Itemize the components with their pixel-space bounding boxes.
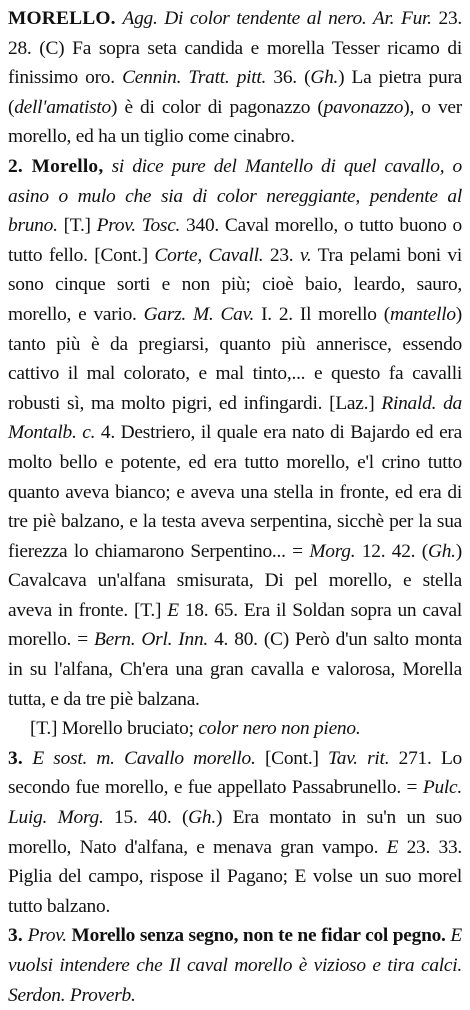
body-text: ), o ver morello, ed ha un tiglio come cinabro.	[8, 96, 462, 148]
italic-text: Garz. M. Cav.	[143, 303, 255, 325]
body-text: ) La pietra pura (	[8, 67, 463, 118]
italic-text: Pulc. Luig. Morg.	[8, 777, 462, 829]
body-text: ) Cavalcava un'alfana smisurata, Di pel morello, e stella aveva in fronte. [T.]	[8, 540, 462, 621]
bold-text: Morello senza segno, non te ne fidar col pegno.	[66, 925, 446, 947]
dictionary-entry	[8, 152, 462, 714]
italic-text: si dice pure del Mantello di quel cavallo, o asino o mulo che sia di color nereggiante, pendente al bruno.	[8, 155, 462, 237]
italic-text: color nero non pieno.	[198, 718, 361, 740]
body-text: 23. 33. Piglia del campo, rispose il Pagano; E volse un suo morel tutto balzano.	[8, 836, 462, 917]
italic-text: Cennin. Tratt. pitt.	[122, 67, 267, 89]
body-text: [Cont.]	[255, 747, 329, 769]
body-text: [T.] Morello bruciato;	[30, 718, 199, 740]
body-text: 4. Destriero, il quale era nato di Bajardo ed era molto bello e potente, ed era tutto morello, e'l crino tutto quanto aveva bianco; e aveva una stella in fronte, ed era di tre piè balzano, e la testa aveva serpentina, sicchè per la sua fierezza lo chiamarono Serpentino... =	[8, 422, 462, 562]
body-text: ) tanto più è da pregiarsi, quanto più annerisce, essendo cattivo il mal colorato, e mal tinto,... e questo fa cavalli robusti sì, ma molto pigri, ed infingardi. [Laz.]	[8, 303, 463, 414]
italic-text: Bern. Orl. Inn.	[94, 629, 209, 651]
italic-text: E	[167, 599, 179, 621]
body-text: 4. 80. (C) Però d'un salto monta in su l'alfana, Ch'era una gran cavalla e valorosa, Morella tutta, e da tre piè balzana.	[8, 629, 463, 710]
italic-text: dell'amatisto	[14, 96, 111, 118]
italic-text: Gh.	[188, 807, 216, 829]
body-text: Tra pelami boni vi sono cinque sorti e non più; cioè baio, leardo, sauro, morello, e vario.	[8, 244, 463, 325]
body-text: 36. (	[266, 67, 311, 89]
body-text: ) Era montato in su'n un suo morello, Nato d'alfana, e menava gran vampo.	[8, 807, 462, 858]
body-text: 271. Lo secondo fue morello, e fue appellato Passabrunello. =	[8, 747, 462, 799]
body-text: 23.	[263, 244, 300, 266]
italic-text: Gh.	[310, 67, 339, 89]
italic-text: Tav. rit.	[328, 747, 390, 769]
italic-text: E	[386, 836, 399, 858]
dictionary-entry	[8, 4, 462, 152]
body-text: 18. 65. Era il Soldan sopra un caval morello. =	[8, 599, 462, 651]
italic-text: Agg. Di color tendente al nero. Ar. Fur.	[122, 8, 432, 29]
body-text: [T.]	[57, 215, 97, 237]
body-text: I. 2. Il morello (	[254, 303, 390, 325]
body-text: 340. Caval morello, o tutto buono o tutto fello. [Cont.]	[8, 215, 462, 266]
body-text: 12. 42. (	[355, 540, 428, 562]
italic-text: Prov. Tosc.	[96, 215, 181, 237]
italic-text: E sost. m. Cavallo morello.	[32, 747, 256, 769]
entry-headword: MORELLO.	[8, 8, 116, 29]
italic-text: Corte, Cavall.	[154, 244, 264, 266]
italic-text: mantello	[389, 303, 456, 325]
body-text: 23. 28. (C) Fa sopra seta candida e morella Tesser ricamo di finissimo oro.	[8, 8, 462, 89]
italic-text: pavonazzo	[323, 96, 404, 118]
entry-headword: 3.	[8, 747, 23, 769]
italic-text: E vuolsi intendere che Il caval morello è vizioso e tira calci. Serdon. Proverb.	[8, 925, 462, 1006]
entry-headword: 3.	[8, 925, 23, 947]
body-text: ) è di color di pagonazzo (	[111, 96, 324, 118]
italic-text: Prov.	[27, 925, 67, 947]
italic-text: Morg.	[309, 540, 356, 562]
italic-text: Rinald. da Montalb. c.	[8, 392, 462, 444]
entry-headword: 2. Morello,	[8, 155, 104, 177]
italic-text: v.	[299, 244, 312, 266]
body-text: 15. 40. (	[103, 807, 189, 829]
italic-text: Gh.	[427, 540, 456, 562]
dictionary-entry	[8, 921, 462, 1010]
dictionary-entry	[8, 714, 462, 744]
